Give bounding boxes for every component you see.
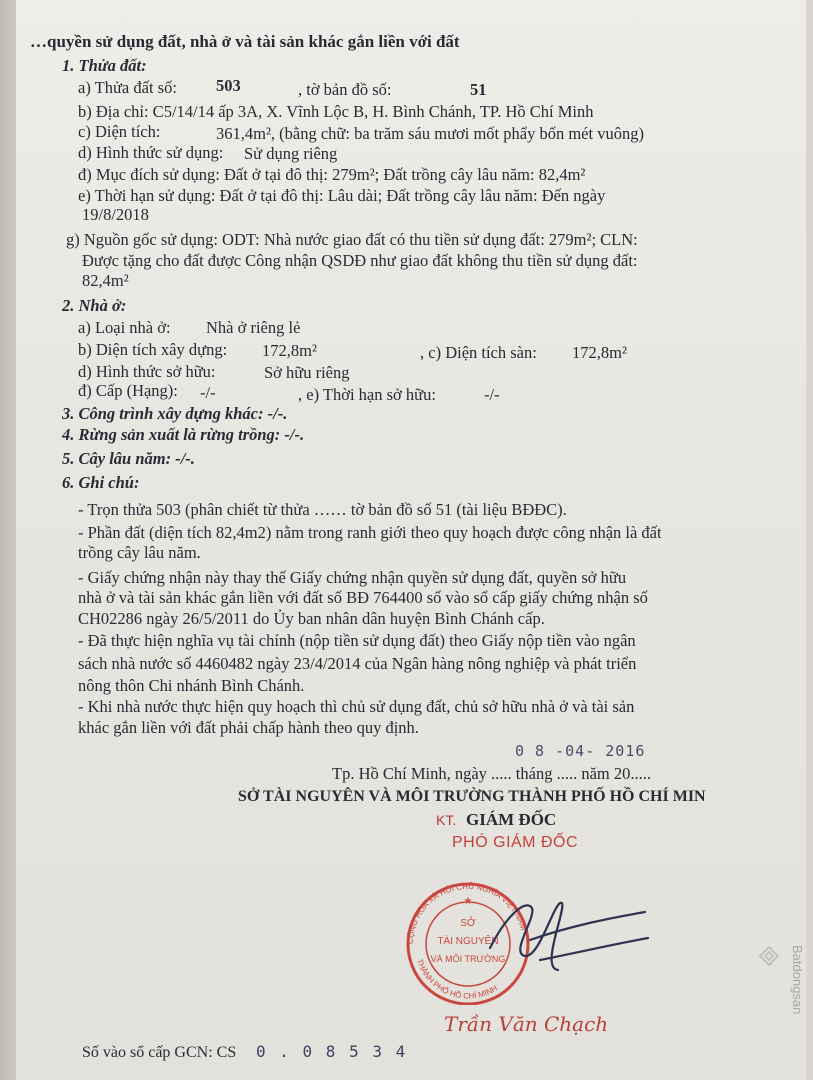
- section-2-title: 2. Nhà ở:: [62, 296, 127, 315]
- area-value: 361,4m², (bằng chữ: ba trăm sáu mươi mốt phẩy bốn mét vuông): [216, 124, 644, 143]
- note-line: CH02286 ngày 26/5/2011 do Ủy ban nhân dân huyện Bình Chánh cấp.: [78, 609, 545, 628]
- note-line: - Trọn thửa 503 (phân chiết từ thửa …… tờ bản đồ số 51 (tài liệu BĐĐC).: [78, 500, 567, 519]
- place-and-date: Tp. Hồ Chí Minh, ngày ..... tháng ..... năm 20.....: [332, 764, 651, 783]
- area-label: c) Diện tích:: [78, 122, 161, 141]
- signer-name: Trần Văn Chạch: [444, 1012, 609, 1036]
- seal-bottom-text: THÀNH PHỐ HỒ CHÍ MINH: [415, 957, 499, 1001]
- ownership-term-label: , e) Thời hạn sở hữu:: [298, 385, 436, 404]
- note-line: trồng cây lâu năm.: [78, 543, 201, 562]
- use-term: e) Thời hạn sử dụng: Đất ở tại đô thị: Lâu dài; Đất trồng cây lâu năm: Đến ngày: [78, 186, 606, 205]
- section-1-title: 1. Thửa đất:: [62, 56, 147, 75]
- house-type-value: Nhà ở riêng lẻ: [206, 318, 301, 337]
- use-form-label: d) Hình thức sử dụng:: [78, 143, 224, 162]
- seal-ring-text: CỘNG HÒA XÃ HỘI CHỦ NGHĨA VIỆT NAM: [405, 881, 529, 945]
- director-title: GIÁM ĐỐC: [466, 810, 557, 829]
- document-header: …quyền sử dụng đất, nhà ở và tài sản khác gắn liền với đất: [30, 32, 460, 51]
- note-line: - Khi nhà nước thực hiện quy hoạch thì chủ sử dụng đất, chủ sở hữu nhà ở và tài sản: [78, 697, 635, 716]
- ownership-form-value: Sở hữu riêng: [264, 363, 350, 382]
- deputy-director-title: PHÓ GIÁM ĐỐC: [452, 834, 579, 851]
- kt-prefix: KT.: [436, 812, 457, 828]
- use-form-value: Sử dụng riêng: [244, 144, 338, 163]
- star-icon: ★: [463, 896, 473, 907]
- use-term-date: 19/8/2018: [82, 205, 149, 224]
- note-line: - Giấy chứng nhận này thay thế Giấy chứng nhận quyền sử dụng đất, quyền sở hữu: [78, 568, 627, 587]
- use-purpose: đ) Mục đích sử dụng: Đất ở tại đô thị: 279m²; Đất trồng cây lâu năm: 82,4m²: [78, 165, 586, 184]
- building-area-value: 172,8m²: [262, 341, 317, 360]
- note-line: - Đã thực hiện nghĩa vụ tài chính (nộp tiền sử dụng đất) theo Giấy nộp tiền vào ngân: [78, 631, 636, 650]
- ownership-form-label: d) Hình thức sở hữu:: [78, 362, 216, 381]
- watermark-text: Batdongsan: [790, 945, 805, 1015]
- note-line: sách nhà nước số 4460482 ngày 23/4/2014 của Ngân hàng nông nghiệp và phát triển: [78, 654, 637, 673]
- ownership-term-value: -/-: [484, 385, 500, 404]
- grade-label: đ) Cấp (Hạng):: [78, 381, 178, 400]
- issuing-agency: SỞ TÀI NGUYÊN VÀ MÔI TRƯỜNG THÀNH PHỐ HỒ CHÍ MIN: [238, 788, 706, 805]
- section-5: 5. Cây lâu năm: -/-.: [62, 449, 195, 468]
- floor-area-label: , c) Diện tích sàn:: [420, 343, 537, 362]
- use-origin: g) Nguồn gốc sử dụng: ODT: Nhà nước giao đất có thu tiền sử dụng đất: 279m²; CLN:: [66, 230, 638, 249]
- house-type-label: a) Loại nhà ở:: [78, 318, 171, 337]
- section-6-title: 6. Ghi chú:: [62, 473, 140, 492]
- parcel-number: 503: [216, 76, 241, 95]
- map-sheet-number: 51: [470, 80, 487, 99]
- grade-value: -/-: [200, 383, 216, 402]
- gcn-entry-label: Số vào sổ cấp GCN: CS: [82, 1044, 237, 1061]
- parcel-number-label: a) Thửa đất số:: [78, 78, 177, 97]
- seal-center-1: SỞ: [460, 918, 476, 929]
- gcn-entry-number: 0 . 0 8 5 3 4: [256, 1042, 408, 1061]
- use-origin-3: 82,4m²: [82, 271, 129, 290]
- address: b) Địa chỉ: C5/14/14 ấp 3A, X. Vĩnh Lộc B, H. Bình Chánh, TP. Hồ Chí Minh: [78, 102, 594, 121]
- note-line: nông thôn Chi nhánh Bình Chánh.: [78, 676, 305, 695]
- seal-center-2: TÀI NGUYÊN: [437, 936, 499, 947]
- section-3: 3. Công trình xây dựng khác: -/-.: [62, 404, 288, 423]
- floor-area-value: 172,8m²: [572, 343, 627, 362]
- watermark-logo-icon: [758, 945, 780, 967]
- handwritten-signature: [470, 878, 650, 988]
- seal-center-3: VÀ MÔI TRƯỜNG: [430, 954, 506, 964]
- note-line: khác gắn liền với đất phải chấp hành theo quy định.: [78, 718, 419, 737]
- use-origin-2: Được tặng cho đất được Công nhận QSDĐ như giao đất không thu tiền sử dụng đất:: [82, 251, 638, 270]
- map-sheet-label: , tờ bản đồ số:: [298, 80, 392, 99]
- building-area-label: b) Diện tích xây dựng:: [78, 340, 228, 359]
- note-line: nhà ở và tài sản khác gắn liền với đất số BĐ 764400 số vào sổ cấp giấy chứng nhận số: [78, 588, 648, 607]
- note-line: - Phần đất (diện tích 82,4m2) nằm trong ranh giới theo quy hoạch được công nhận là đất: [78, 523, 662, 542]
- section-4: 4. Rừng sản xuất là rừng trồng: -/-.: [62, 425, 305, 444]
- date-stamp: 0 8 -04- 2016: [515, 742, 646, 760]
